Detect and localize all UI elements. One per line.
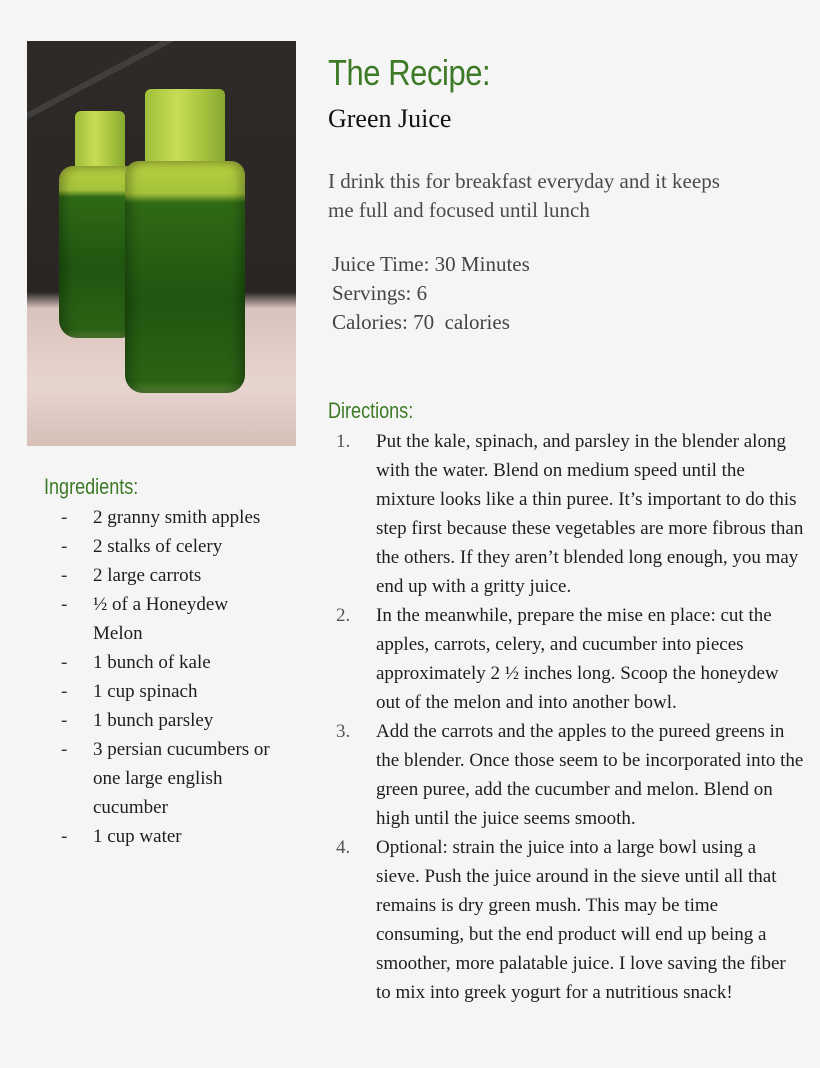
recipe-intro: I drink this for breakfast everyday and it keeps me full and focused until lunch xyxy=(328,169,720,222)
step-text: Put the kale, spinach, and parsley in the blender along with the water. Blend on medium speed until the mixture looks like a thin puree. It’s important to do this step first because these vegetables are more fibrous than the others. If they aren’t blended long enough, you may end up with a gritty juice. xyxy=(376,431,804,597)
directions-list xyxy=(334,427,804,1007)
step-number: 4. xyxy=(336,837,351,858)
dash-bullet: - xyxy=(61,710,68,731)
ingredient-item: - 1 bunch parsley xyxy=(58,706,308,735)
dash-bullet: - xyxy=(61,652,68,673)
ingredient-item: - 1 cup water xyxy=(58,822,308,851)
green-juice-photo xyxy=(27,41,296,446)
direction-step xyxy=(334,427,804,601)
step-number: 2. xyxy=(336,605,351,626)
directions-heading: Directions: xyxy=(328,398,414,423)
ingredient-item: - 3 persian cucumbers or one large english cucumber xyxy=(58,735,308,822)
servings: Servings: 6 xyxy=(332,281,428,305)
step-number: 1. xyxy=(336,431,351,452)
page-title: The Recipe: xyxy=(328,52,491,93)
ingredient-item: - 1 cup spinach xyxy=(58,677,308,706)
ingredients-list xyxy=(58,503,308,851)
direction-step xyxy=(334,833,804,1007)
dash-bullet: - xyxy=(61,565,68,586)
dash-bullet: - xyxy=(61,594,68,615)
dash-bullet: - xyxy=(61,826,68,847)
ingredient-item: - 1 bunch of kale xyxy=(58,648,308,677)
calories: Calories: 70 calories xyxy=(332,310,510,334)
dash-bullet: - xyxy=(61,507,68,528)
ingredient-item: - 2 large carrots xyxy=(58,561,308,590)
juice-time: Juice Time: 30 Minutes xyxy=(332,252,530,276)
step-number: 3. xyxy=(336,721,351,742)
ingredient-item: - 2 granny smith apples xyxy=(58,503,308,532)
recipe-name: Green Juice xyxy=(328,104,452,133)
dash-bullet: - xyxy=(61,536,68,557)
ingredient-item: - 2 stalks of celery xyxy=(58,532,308,561)
recipe-meta xyxy=(332,250,530,337)
step-text: In the meanwhile, prepare the mise en place: cut the apples, carrots, celery, and cucumber into pieces approximately 2 ½ inches long. Scoop the honeydew out of the melon and into another bowl. xyxy=(376,605,779,713)
direction-step xyxy=(334,601,804,717)
dash-bullet: - xyxy=(61,681,68,702)
step-text: Optional: strain the juice into a large bowl using a sieve. Push the juice around in the sieve until all that remains is dry green mush. This may be time consuming, but the end product will end up being a smoother, more palatable juice. I love saving the fiber to mix into greek yogurt for a nutritious snack! xyxy=(376,837,786,1003)
ingredients-heading: Ingredients: xyxy=(44,474,139,499)
step-text: Add the carrots and the apples to the pureed greens in the blender. Once those seem to be incorporated into the green puree, add the cucumber and melon. Blend on high until the juice seems smooth. xyxy=(376,721,804,829)
dash-bullet: - xyxy=(61,739,68,760)
front-bottle xyxy=(123,89,253,399)
direction-step xyxy=(334,717,804,833)
ingredient-item: - ½ of a Honeydew Melon xyxy=(58,590,308,648)
